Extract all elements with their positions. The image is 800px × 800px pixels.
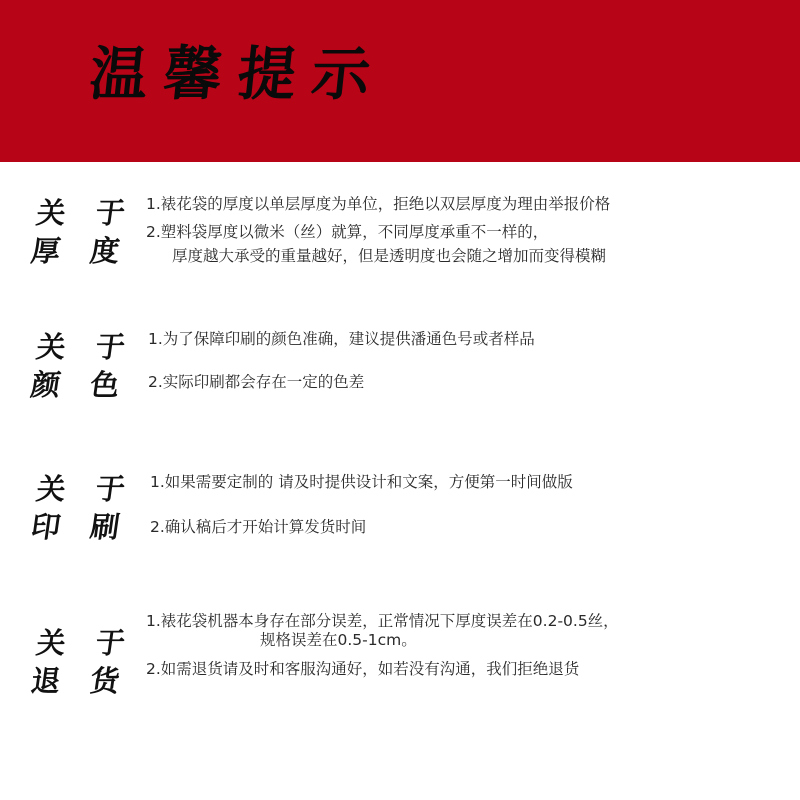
printing-note-2: 2.确认稿后才开始计算发货时间 [150,518,367,536]
printing-note-1: 1.如果需要定制的 请及时提供设计和文案，方便第一时间做版 [150,473,573,491]
thickness-note-2-cont: 厚度越大承受的重量越好，但是透明度也会随之增加而变得模糊 [172,247,607,265]
section-heading-line1: 关 于 [34,196,138,230]
color-note-2: 2.实际印刷都会存在一定的色差 [148,373,365,391]
section-heading-line2: 颜 色 [28,368,132,402]
section-heading-printing [28,470,138,546]
section-heading-line2: 厚 度 [28,234,132,268]
section-heading-line2: 印 刷 [28,510,132,544]
returns-note-1-cont: 规格误差在0.5-1cm。 [260,631,417,649]
section-heading-line1: 关 于 [34,330,138,364]
returns-note-1: 1.裱花袋机器本身存在部分误差，正常情况下厚度误差在0.2-0.5丝， [146,612,619,630]
section-heading-returns [28,624,138,700]
color-note-1: 1.为了保障印刷的颜色准确，建议提供潘通色号或者样品 [148,330,535,348]
section-heading-line1: 关 于 [34,626,138,660]
thickness-note-1: 1.裱花袋的厚度以单层厚度为单位，拒绝以双层厚度为理由举报价格 [146,195,611,213]
section-heading-color [28,328,138,404]
thickness-note-2: 2.塑料袋厚度以微米（丝）就算，不同厚度承重不一样的， [146,223,549,241]
section-heading-line1: 关 于 [34,472,138,506]
section-heading-line2: 退 货 [28,664,132,698]
header-banner [0,0,800,162]
section-heading-thickness [28,194,138,270]
returns-note-2: 2.如需退货请及时和客服沟通好，如若没有沟通，我们拒绝退货 [146,660,580,678]
page-title: 温馨提示 [86,40,390,108]
